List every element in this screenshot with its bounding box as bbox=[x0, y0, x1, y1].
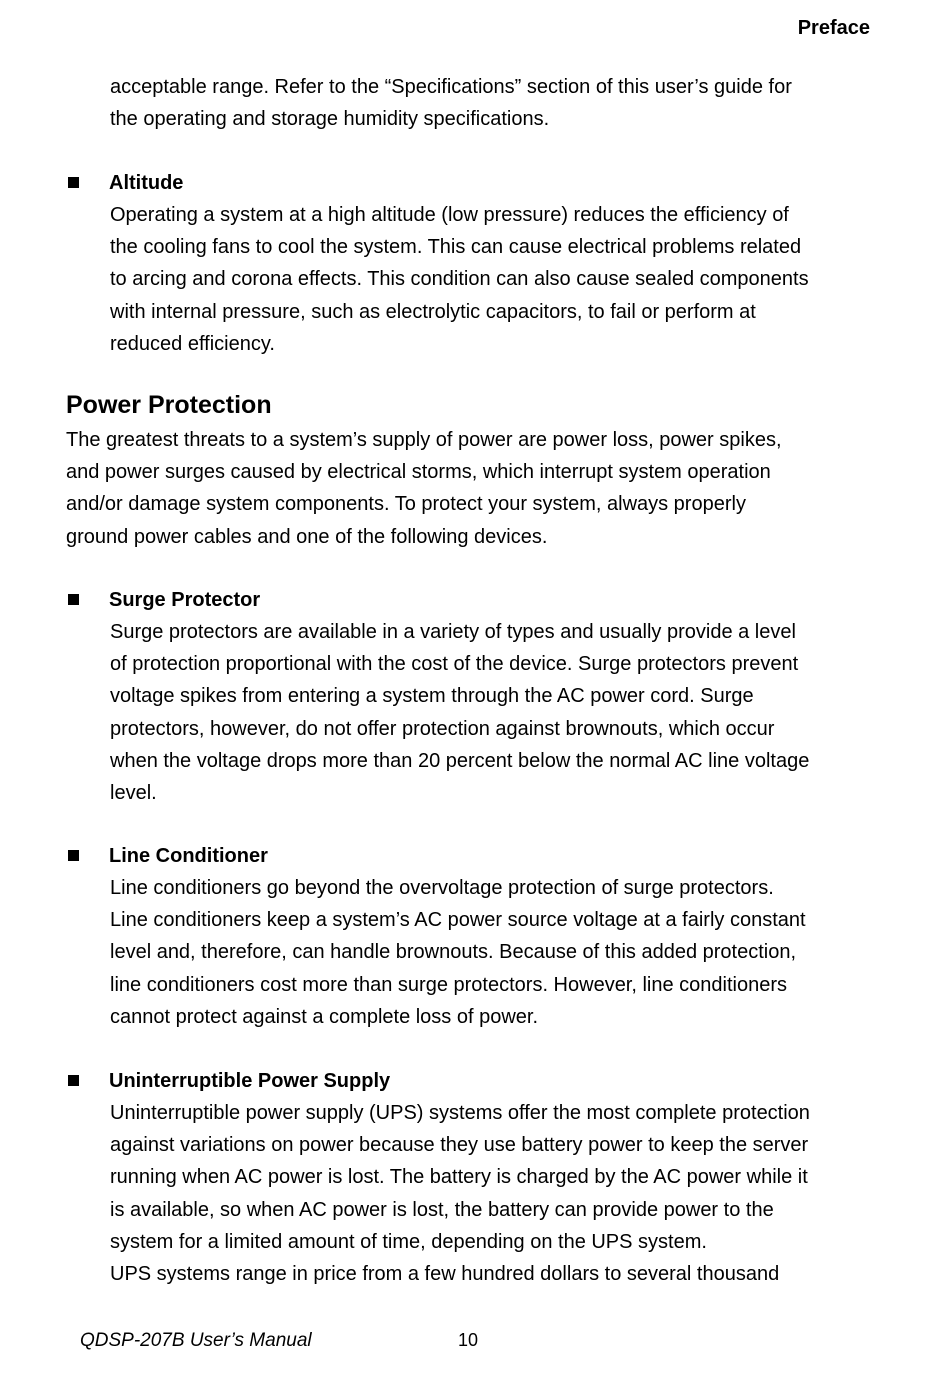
ups-bullet-heading bbox=[0, 1065, 950, 1097]
line-conditioner-title: Line Conditioner bbox=[109, 845, 268, 867]
square-bullet-icon bbox=[68, 177, 79, 188]
text-line: against variations on power because they use battery power to keep the server bbox=[110, 1134, 809, 1157]
text-line: and/or damage system components. To protect your system, always properly bbox=[66, 493, 746, 516]
square-bullet-icon bbox=[68, 1075, 79, 1086]
text-line: of protection proportional with the cost of the device. Surge protectors prevent bbox=[110, 653, 799, 676]
altitude-bullet-heading bbox=[0, 167, 950, 199]
text-line: protectors, however, do not offer protection against brownouts, which occur bbox=[110, 717, 775, 740]
line-conditioner-bullet-heading bbox=[0, 840, 950, 872]
text-line: level and, therefore, can handle brownouts. Because of this added protection, bbox=[110, 941, 797, 964]
text-line: running when AC power is lost. The battery is charged by the AC power while it bbox=[110, 1166, 808, 1189]
altitude-paragraph bbox=[110, 199, 910, 360]
text-line: the operating and storage humidity specifications. bbox=[110, 108, 550, 131]
page-header-title: Preface bbox=[797, 17, 870, 39]
text-line: The greatest threats to a system’s supply of power are power loss, power spikes, bbox=[66, 429, 782, 451]
surge-protector-bullet-heading bbox=[0, 584, 950, 616]
text-line: Line conditioners go beyond the overvoltage protection of surge protectors. bbox=[110, 877, 774, 899]
text-line: with internal pressure, such as electrolytic capacitors, to fail or perform at bbox=[110, 300, 756, 323]
text-line: system for a limited amount of time, depending on the UPS system. bbox=[110, 1230, 707, 1253]
line-conditioner-paragraph bbox=[110, 872, 910, 1033]
text-line: acceptable range. Refer to the “Specifications” section of this user’s guide for bbox=[110, 76, 792, 98]
footer-page-number: 10 bbox=[458, 1330, 479, 1350]
square-bullet-icon bbox=[68, 594, 79, 605]
text-line: level. bbox=[110, 782, 157, 805]
text-line: the cooling fans to cool the system. This can cause electrical problems related bbox=[110, 236, 802, 259]
text-line: Line conditioners keep a system’s AC power source voltage at a fairly constant bbox=[110, 909, 806, 932]
intro-paragraph bbox=[110, 71, 910, 135]
square-bullet-icon bbox=[68, 850, 79, 861]
ups-paragraph bbox=[110, 1097, 910, 1290]
text-line: reduced efficiency. bbox=[110, 332, 275, 355]
text-line: is available, so when AC power is lost, the battery can provide power to the bbox=[110, 1198, 774, 1221]
text-line: when the voltage drops more than 20 percent below the normal AC line voltage bbox=[110, 749, 810, 772]
text-line: cannot protect against a complete loss of power. bbox=[110, 1005, 539, 1028]
text-line: Operating a system at a high altitude (low pressure) reduces the efficiency of bbox=[110, 204, 789, 226]
section-heading-power-protection: Power Protection bbox=[66, 391, 272, 419]
surge-protector-paragraph bbox=[110, 616, 910, 809]
text-line: voltage spikes from entering a system through the AC power cord. Surge bbox=[110, 685, 754, 708]
footer-manual-name: QDSP-207B User’s Manual bbox=[80, 1330, 312, 1351]
text-line: Surge protectors are available in a variety of types and usually provide a level bbox=[110, 621, 796, 643]
text-line: UPS systems range in price from a few hundred dollars to several thousand bbox=[110, 1263, 780, 1286]
text-line: and power surges caused by electrical storms, which interrupt system operation bbox=[66, 461, 771, 484]
text-line: line conditioners cost more than surge protectors. However, line conditioners bbox=[110, 973, 788, 996]
altitude-title: Altitude bbox=[109, 172, 184, 194]
text-line: to arcing and corona effects. This condition can also cause sealed components bbox=[110, 268, 809, 291]
text-line: Uninterruptible power supply (UPS) systems offer the most complete protection bbox=[110, 1102, 810, 1124]
text-line: ground power cables and one of the following devices. bbox=[66, 525, 548, 548]
power-protection-paragraph bbox=[66, 424, 906, 553]
ups-title: Uninterruptible Power Supply bbox=[109, 1070, 391, 1092]
surge-protector-title: Surge Protector bbox=[109, 589, 261, 611]
